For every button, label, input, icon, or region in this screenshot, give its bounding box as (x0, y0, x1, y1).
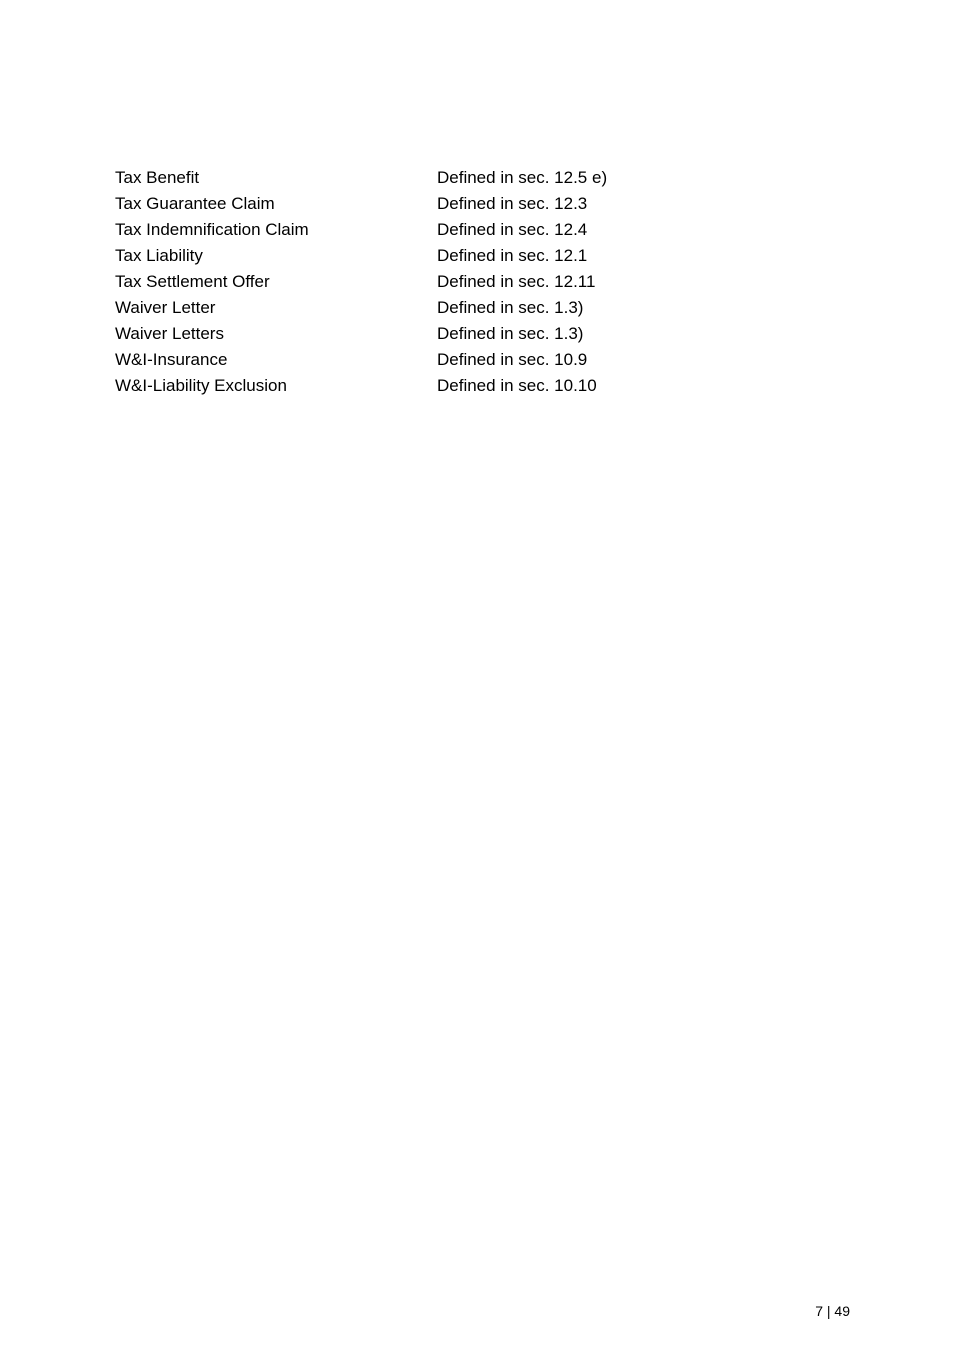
page-number: 7 | 49 (815, 1303, 850, 1319)
definition-row (115, 191, 715, 217)
definition-term: W&I-Liability Exclusion (115, 376, 287, 395)
definition-reference: Defined in sec. 10.10 (437, 376, 597, 395)
definition-reference: Defined in sec. 12.11 (437, 272, 596, 291)
definition-row (115, 269, 715, 295)
definitions-list (115, 165, 715, 399)
definition-row (115, 347, 715, 373)
definition-term: W&I-Insurance (115, 350, 228, 369)
definition-term: Tax Benefit (115, 168, 200, 187)
definition-reference: Defined in sec. 10.9 (437, 350, 588, 369)
definition-row (115, 217, 715, 243)
definition-term: Tax Indemnification Claim (115, 220, 309, 239)
definition-reference: Defined in sec. 12.4 (437, 220, 588, 239)
definition-term: Tax Guarantee Claim (115, 194, 275, 213)
definition-term: Tax Settlement Offer (115, 272, 270, 291)
definition-row (115, 243, 715, 269)
definition-reference: Defined in sec. 1.3) (437, 298, 584, 317)
definition-term: Waiver Letters (115, 324, 224, 343)
definition-reference: Defined in sec. 12.5 e) (437, 168, 608, 187)
definition-reference: Defined in sec. 12.3 (437, 194, 588, 213)
definition-row (115, 165, 715, 191)
definition-reference: Defined in sec. 12.1 (437, 246, 588, 265)
definition-row (115, 373, 715, 399)
definition-row (115, 321, 715, 347)
definition-term: Waiver Letter (115, 298, 216, 317)
definition-row (115, 295, 715, 321)
definition-term: Tax Liability (115, 246, 203, 265)
definition-reference: Defined in sec. 1.3) (437, 324, 584, 343)
